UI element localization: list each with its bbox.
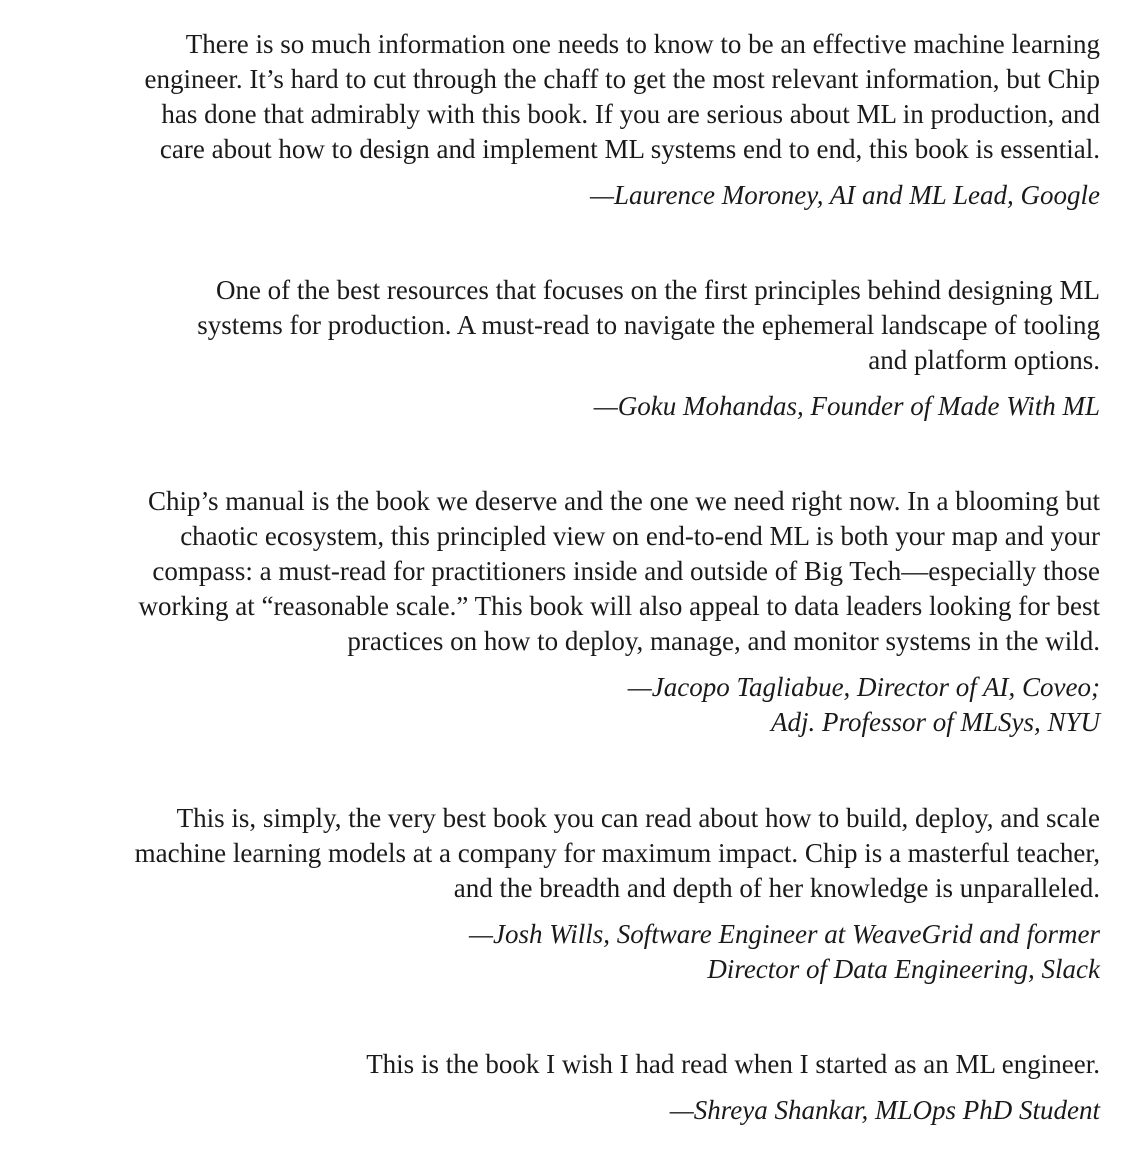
- testimonial-quote: [366, 1047, 1100, 1082]
- testimonial-shankar: [366, 1047, 1100, 1128]
- attribution-line: —Josh Wills, Software Engineer at WeaveGrid and former: [469, 919, 1100, 949]
- attribution-line: —Goku Mohandas, Founder of Made With ML: [593, 391, 1100, 421]
- quote-line: care about how to design and implement ML systems end to end, this book is essential.: [159, 134, 1100, 164]
- quote-line: compass: a must-read for practitioners inside and outside of Big Tech—especially those: [152, 556, 1100, 586]
- quote-line: chaotic ecosystem, this principled view on end-to-end ML is both your map and your: [180, 521, 1100, 551]
- quote-line: and the breadth and depth of her knowledge is unparalleled.: [453, 873, 1100, 903]
- attribution-line: —Shreya Shankar, MLOps PhD Student: [669, 1095, 1100, 1125]
- quote-line: This is, simply, the very best book you can read about how to build, deploy, and scale: [176, 803, 1100, 833]
- quote-line: One of the best resources that focuses on the first principles behind designing ML: [215, 275, 1100, 305]
- quote-line: working at “reasonable scale.” This book will also appeal to data leaders looking for best: [138, 591, 1100, 621]
- quote-line: This is the book I wish I had read when I started as an ML engineer.: [366, 1049, 1100, 1079]
- attribution-line: —Jacopo Tagliabue, Director of AI, Coveo;: [627, 672, 1100, 702]
- quote-line: systems for production. A must-read to navigate the ephemeral landscape of tooling: [197, 310, 1100, 340]
- quote-line: There is so much information one needs to know to be an effective machine learning: [185, 29, 1100, 59]
- quote-line: engineer. It’s hard to cut through the chaff to get the most relevant information, but Chip: [144, 64, 1100, 94]
- testimonial-quote: [135, 801, 1100, 906]
- quote-line: Chip’s manual is the book we deserve and the one we need right now. In a blooming but: [147, 486, 1100, 516]
- testimonial-quote: [197, 273, 1100, 378]
- testimonial-tagliabue: [139, 484, 1100, 740]
- quote-line: machine learning models at a company for maximum impact. Chip is a masterful teacher,: [134, 838, 1100, 868]
- testimonial-quote: [139, 484, 1100, 659]
- testimonial-attribution: [197, 389, 1100, 424]
- quote-line: and platform options.: [868, 345, 1100, 375]
- quote-line: has done that admirably with this book. If you are serious about ML in production, and: [161, 99, 1100, 129]
- testimonial-mohandas: [197, 273, 1100, 424]
- attribution-line: Adj. Professor of MLSys, NYU: [770, 707, 1100, 737]
- testimonial-quote: [144, 27, 1100, 167]
- testimonial-attribution: [135, 917, 1100, 987]
- quote-line: practices on how to deploy, manage, and monitor systems in the wild.: [347, 626, 1100, 656]
- testimonial-attribution: [144, 178, 1100, 213]
- testimonial-moroney: [144, 27, 1100, 213]
- attribution-line: —Laurence Moroney, AI and ML Lead, Google: [590, 180, 1100, 210]
- testimonial-attribution: [139, 670, 1100, 740]
- testimonial-attribution: [366, 1093, 1100, 1128]
- testimonial-wills: [135, 801, 1100, 987]
- attribution-line: Director of Data Engineering, Slack: [707, 954, 1100, 984]
